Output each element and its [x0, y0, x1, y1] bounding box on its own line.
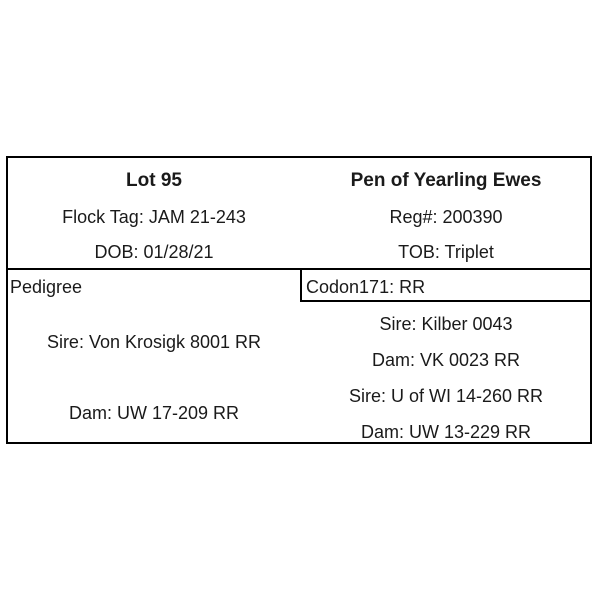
dam-of-dam: Dam: UW 13-229 RR: [360, 422, 532, 442]
type-of-birth: TOB: Triplet: [398, 242, 494, 262]
codon-value: Codon171: RR: [306, 277, 426, 297]
dam: Dam: UW 17-209 RR: [68, 403, 240, 423]
pedigree-label: Pedigree: [10, 277, 83, 297]
lot-number: Lot 95: [126, 170, 182, 191]
lot-card: [6, 156, 592, 444]
registration-number: Reg#: 200390: [389, 207, 503, 227]
dam-of-sire: Dam: VK 0023 RR: [371, 350, 521, 370]
sire: Sire: Von Krosigk 8001 RR: [46, 332, 262, 352]
flock-tag: Flock Tag: JAM 21-243: [62, 207, 246, 227]
date-of-birth: DOB: 01/28/21: [94, 242, 214, 262]
codon-box-left-border: [300, 268, 302, 302]
sire-of-dam: Sire: U of WI 14-260 RR: [348, 386, 544, 406]
header-divider: [8, 268, 590, 270]
lot-title: Pen of Yearling Ewes: [350, 170, 542, 191]
codon-box-bottom-border: [300, 300, 592, 302]
sire-of-sire: Sire: Kilber 0043: [379, 314, 513, 334]
